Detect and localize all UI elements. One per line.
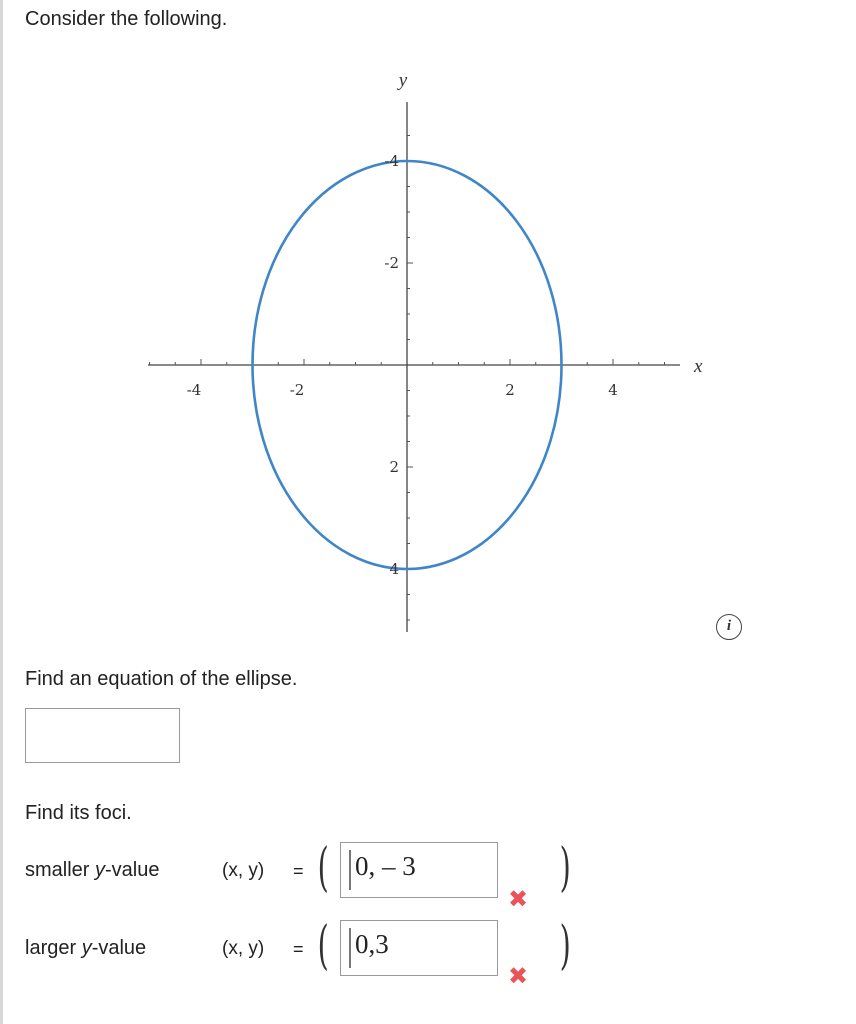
label-var: y	[81, 937, 92, 959]
y-tick-label: -4	[384, 152, 399, 170]
xy-label: (x, y)	[222, 938, 265, 959]
larger-focus-value: 0,3	[355, 929, 389, 959]
info-icon[interactable]: i	[716, 614, 742, 640]
x-axis-label: x	[694, 356, 703, 377]
label-var: y	[95, 859, 106, 881]
x-tick-label: 2	[505, 381, 515, 399]
close-paren: )	[559, 916, 571, 976]
equals-sign: =	[293, 861, 304, 881]
open-paren: (	[317, 916, 329, 976]
left-border	[0, 0, 3, 1024]
label-prefix: smaller	[25, 859, 96, 881]
prompt-text: Consider the following.	[25, 8, 228, 30]
xy-label: (x, y)	[222, 860, 265, 881]
smaller-focus-input[interactable]	[340, 842, 498, 898]
larger-y-label	[25, 937, 146, 960]
axes	[148, 102, 680, 632]
y-axis-label: y	[398, 70, 408, 91]
smaller-focus-value: 0, – 3	[355, 851, 416, 881]
y-tick-label: 2	[389, 458, 399, 476]
question-foci: Find its foci.	[25, 802, 132, 824]
label-suffix: -value	[105, 859, 160, 881]
incorrect-icon: ✖	[508, 886, 529, 913]
x-tick-label: 4	[608, 381, 618, 399]
tick-labels	[187, 70, 703, 578]
open-paren: (	[317, 838, 329, 898]
larger-focus-input[interactable]	[340, 920, 498, 976]
question-equation: Find an equation of the ellipse.	[25, 668, 298, 690]
label-suffix: -value	[91, 937, 147, 959]
ellipse-graph	[120, 60, 720, 650]
label-prefix: larger	[25, 937, 82, 959]
close-paren: )	[559, 838, 571, 898]
incorrect-icon: ✖	[508, 963, 529, 990]
y-tick-label: -2	[384, 254, 399, 272]
x-tick-label: -4	[186, 381, 202, 399]
y-tick-label: 4	[389, 560, 399, 578]
equation-input[interactable]	[25, 708, 180, 763]
x-tick-label: -2	[289, 381, 305, 399]
input-cursor	[349, 850, 351, 890]
equals-sign: =	[293, 939, 304, 959]
smaller-y-label	[25, 859, 160, 882]
input-cursor	[349, 928, 351, 968]
